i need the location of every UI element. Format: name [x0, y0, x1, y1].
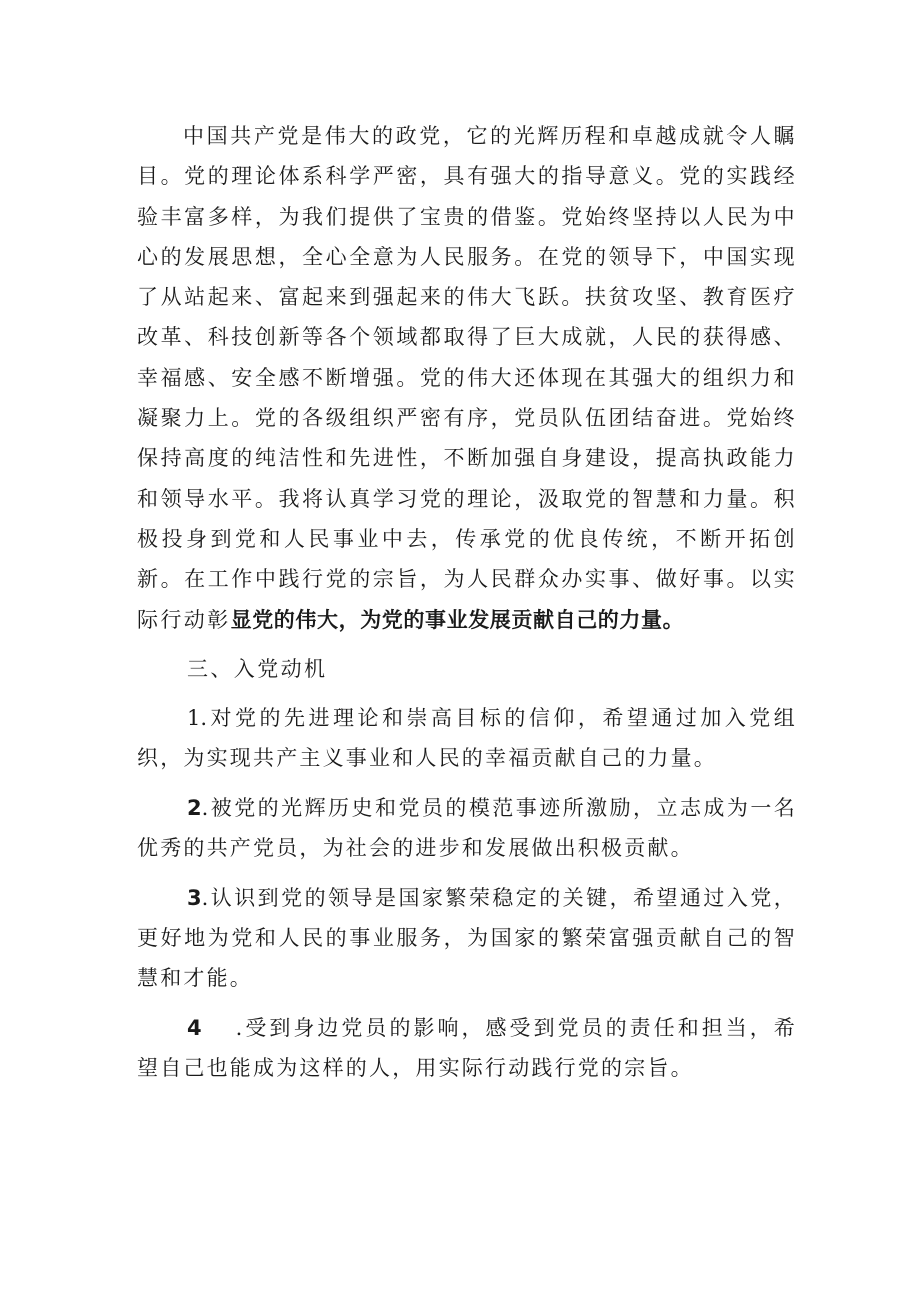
list-item-text: .认识到党的领导是国家繁荣稳定的关键，希望通过入党，更好地为党和人民的事业服务，为国家的繁荣富强贡献自己的智慧和才能。	[137, 885, 797, 990]
list-item	[137, 1008, 797, 1088]
list-item-number: 1	[187, 705, 201, 730]
list-item-text: .对党的先进理论和崇高目标的信仰，希望通过加入党组织，为实现共产主义事业和人民的幸福贡献自己的力量。	[137, 705, 797, 770]
intro-paragraph-bold-text: 显党的伟大，为党的事业发展贡献自己的力量。	[230, 607, 685, 632]
list-item-number: 2	[187, 795, 202, 820]
list-item-text: .被党的光辉历史和党员的模范事迹所激励，立志成为一名优秀的共产党员，为社会的进步和发展做出积极贡献。	[137, 795, 797, 860]
section-heading: 三、入党动机	[187, 656, 328, 681]
list-item-number: 4	[187, 1015, 202, 1040]
list-item	[137, 698, 797, 778]
list-item	[137, 788, 797, 868]
document-page	[137, 116, 797, 1088]
intro-paragraph-text: 中国共产党是伟大的政党，它的光辉历程和卓越成就令人瞩目。党的理论体系科学严密，具有强大的指导意义。党的实践经验丰富多样，为我们提供了宝贵的借鉴。党始终坚持以人民为中心的发展思想，全心全意为人民服务。在党的领导下，中国实现了从站起来、富起来到强起来的伟大飞跃。扶贫攻坚、教育医疗改革、科技创新等各个领域都取得了巨大成就，人民的获得感、幸福感、安全感不断增强。党的伟大还体现在其强大的组织力和凝聚力上。党的各级组织严密有序，党员队伍团结奋进。党始终保持高度的纯洁性和先进性，不断加强自身建设，提高执政能力和领导水平。我将认真学习党的理论，汲取党的智慧和力量。积极投身到党和人民事业中去，传承党的优良传统，不断开拓创新。在工作中践行党的宗旨，为人民群众办实事、做好事。以实际行动彰	[137, 124, 797, 632]
list-item-number: 3	[187, 885, 202, 910]
list-item-text: .受到身边党员的影响，感受到党员的责任和担当，希望自己也能成为这样的人，用实际行动践行党的宗旨。	[137, 1015, 797, 1080]
list-item	[137, 878, 797, 998]
intro-paragraph	[137, 116, 797, 640]
